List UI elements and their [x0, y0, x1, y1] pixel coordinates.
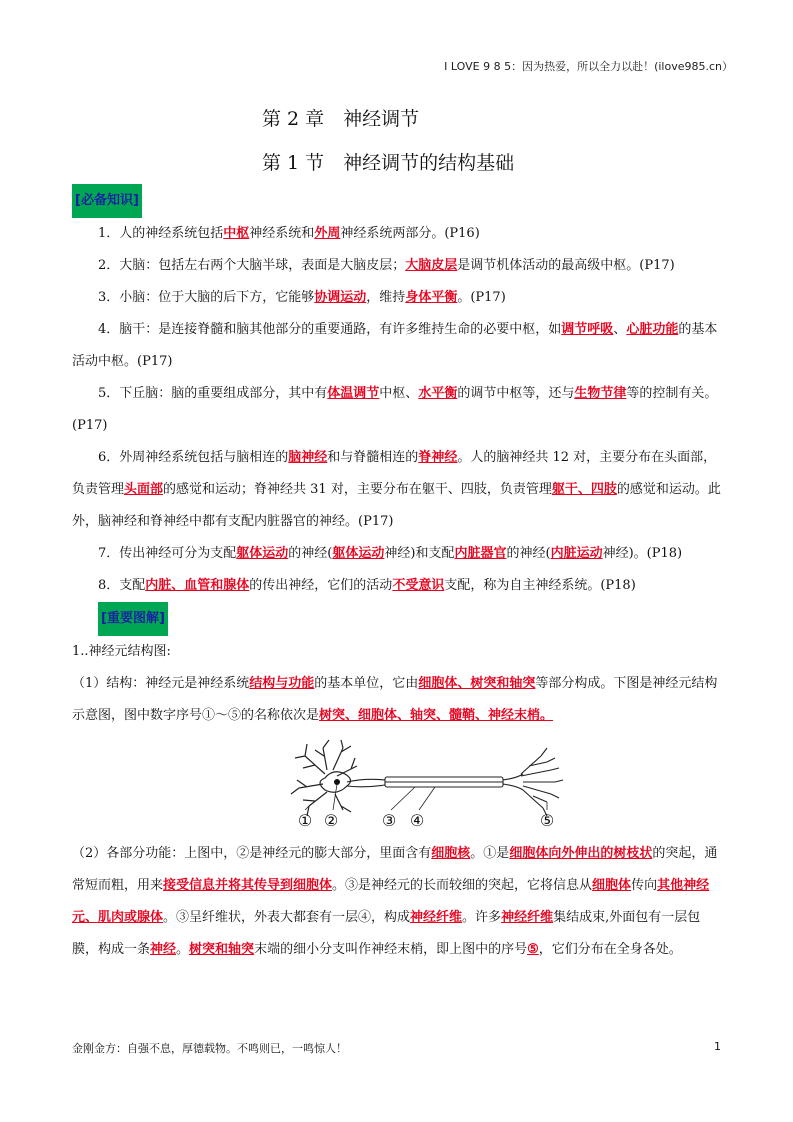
- answer: 树突、细胞体、轴突、髓鞘、神经末梢。: [319, 708, 554, 723]
- answer: 水平衡: [418, 386, 458, 401]
- answer: 调节呼吸: [561, 322, 614, 337]
- answer: 体温调节: [327, 386, 380, 401]
- answer: 其他神经元、肌肉或腺体: [72, 878, 710, 925]
- item-4: 4．脑干：是连接脊髓和脑其他部分的重要通路，有许多维持生命的必要中枢，如调节呼吸、心脏功能的基本活动中枢。(P17): [72, 322, 718, 369]
- answer: 身体平衡: [405, 290, 458, 305]
- neuron-diagram: [72, 738, 722, 836]
- label-1: ①: [297, 811, 313, 830]
- answer: 躯体运动: [236, 546, 289, 561]
- answer: 头面部: [124, 482, 164, 497]
- label-3: ③: [381, 811, 397, 830]
- item-8: 8．支配内脏、血管和腺体的传出神经，它们的活动不受意识支配，称为自主神经系统。(P18): [98, 578, 636, 593]
- answer: 心脏功能: [626, 322, 679, 337]
- answer: 树突和轴突: [189, 942, 255, 957]
- answer: 外周: [314, 226, 341, 241]
- answer: 躯干、四肢: [551, 482, 617, 497]
- answer: 细胞体、树突和轴突: [418, 676, 536, 691]
- answer: 神经纤维: [410, 910, 463, 925]
- answer: 中枢: [223, 226, 250, 241]
- answer: 内脏运动: [550, 546, 603, 561]
- footer-motto: 金刚金方：自强不息，厚德载物。不鸣则已，一鸣惊人！: [72, 1042, 347, 1055]
- item-1: 1．人的神经系统包括中枢神经系统和外周神经系统两部分。(P16): [98, 226, 480, 241]
- answer: 内脏器官: [454, 546, 507, 561]
- tag-knowledge-line: [72, 184, 722, 218]
- tag-diagram: [重要图解]: [98, 602, 168, 636]
- answer: 神经: [150, 942, 177, 957]
- page-header: I LOVE 9 8 5：因为热爱，所以全力以赴！(ilove985.cn）: [444, 60, 733, 73]
- item-7: 7．传出神经可分为支配躯体运动的神经(躯体运动神经)和支配内脏器官的神经(内脏运动神经)。(P18): [98, 546, 683, 561]
- item-6: 6．外周神经系统包括与脑相连的脑神经和与脊髓相连的脊神经。人的脑神经共 12 对，主要分布在头面部，负责管理头面部的感觉和运动；脊神经共 31 对，主要分布在躯干、四肢，负责管理躯干、四肢的感觉和运动。此外，脑神经和脊神经中都有支配内脏器官的神经。(P17): [72, 450, 721, 529]
- answer: 接受信息并将其传导到细胞体: [163, 878, 333, 893]
- section-title: 第 1 节 神经调节的结构基础: [262, 152, 515, 174]
- answer: 细胞体向外伸出的树枝状: [509, 846, 653, 861]
- answer: 细胞核: [431, 846, 471, 861]
- diagram-heading: 1..神经元结构图:: [72, 644, 171, 659]
- answer: 结构与功能: [249, 676, 315, 691]
- label-5: ⑤: [539, 811, 555, 830]
- answer: ⑤: [527, 942, 539, 957]
- answer: 生物节律: [574, 386, 627, 401]
- answer: 脊神经: [418, 450, 458, 465]
- neuron-illustration: [285, 738, 585, 834]
- item-2: 2．大脑：包括左右两个大脑半球，表面是大脑皮层；大脑皮层是调节机体活动的最高级中枢。(P17): [98, 258, 675, 273]
- label-4: ④: [409, 811, 425, 830]
- answer: 大脑皮层: [405, 258, 458, 273]
- function-paragraph: （2）各部分功能：上图中，②是神经元的膨大部分，里面含有细胞核。①是细胞体向外伸出的树枝状的突起，通常短而粗，用来接受信息并将其传导到细胞体。③是神经元的长而较细的突起，它将信息从细胞体传向其他神经元、肌肉或腺体。③呈纤维状，外表大都套有一层④，构成神经纤维。许多神经纤维集结成束,外面包有一层包膜，构成一条神经。树突和轴突末端的细小分支叫作神经末梢，即上图中的序号⑤，它们分布在全身各处。: [72, 846, 718, 957]
- answer: 脑神经: [288, 450, 328, 465]
- answer: 不受意识: [392, 578, 445, 593]
- answer: 细胞体: [592, 878, 632, 893]
- label-2: ②: [323, 811, 339, 830]
- page-number: 1: [714, 1040, 721, 1053]
- tag-diagram-line: [72, 602, 722, 636]
- item-5: 5．下丘脑：脑的重要组成部分，其中有体温调节中枢、水平衡的调节中枢等，还与生物节律等的控制有关。(P17): [72, 386, 718, 433]
- answer: 协调运动: [314, 290, 367, 305]
- chapter-title: 第 2 章 神经调节: [262, 108, 420, 130]
- content: [72, 184, 722, 966]
- answer: 内脏、血管和腺体: [145, 578, 250, 593]
- tag-knowledge: [必备知识]: [72, 184, 142, 218]
- item-3: 3．小脑：位于大脑的后下方，它能够协调运动，维持身体平衡。(P17): [98, 290, 506, 305]
- structure-paragraph: （1）结构：神经元是神经系统结构与功能的基本单位，它由细胞体、树突和轴突等部分构成。下图是神经元结构示意图，图中数字序号①～⑤的名称依次是树突、细胞体、轴突、髓鞘、神经末梢。: [72, 676, 718, 723]
- answer: 躯体运动: [332, 546, 385, 561]
- answer: 神经纤维: [501, 910, 554, 925]
